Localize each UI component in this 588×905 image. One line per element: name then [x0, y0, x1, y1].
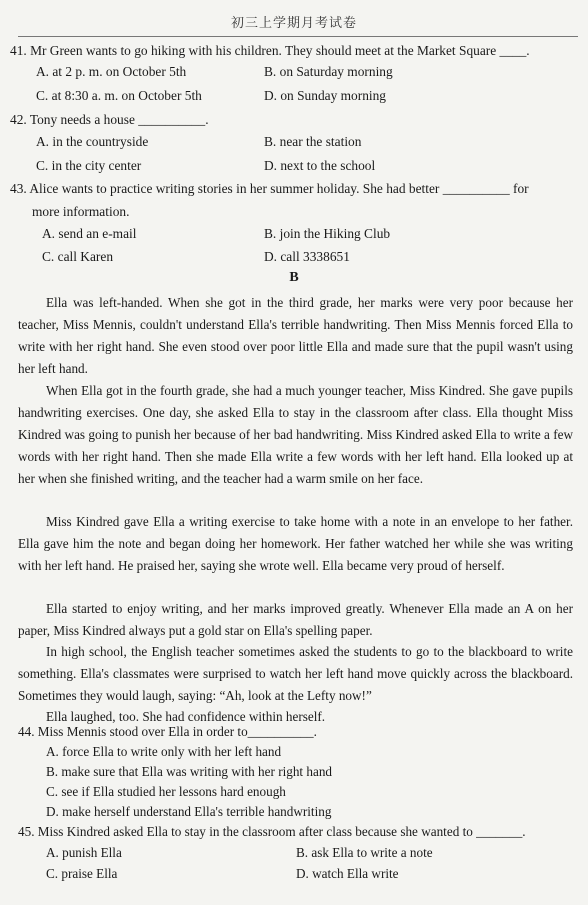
question-41-option-c[interactable]: C. at 8:30 a. m. on October 5th — [36, 88, 202, 103]
passage-paragraph-6: Ella laughed, too. She had confidence within herself. — [46, 709, 326, 724]
question-45-option-a[interactable]: A. punish Ella — [46, 845, 122, 860]
question-42-option-c[interactable]: C. in the city center — [36, 158, 142, 173]
question-45-option-c[interactable]: C. praise Ella — [46, 866, 118, 881]
question-43-stem-line2: more information. — [32, 204, 130, 219]
question-43-option-c[interactable]: C. call Karen — [42, 249, 114, 264]
question-41-option-d[interactable]: D. on Sunday morning — [264, 88, 386, 103]
question-45-option-b[interactable]: B. ask Ella to write a note — [296, 845, 433, 860]
question-42-option-a[interactable]: A. in the countryside — [36, 134, 149, 149]
question-42-option-b[interactable]: B. near the station — [264, 134, 362, 149]
passage-paragraph-4: Ella started to enjoy writing, and her marks improved greatly. Whenever Ella made an A on her paper, Miss Kindred always put a gold star on Ella's spelling paper. — [18, 601, 573, 638]
question-43-option-a[interactable]: A. send an e-mail — [42, 226, 137, 241]
question-44-option-d[interactable]: D. make herself understand Ella's terrible handwriting — [46, 804, 332, 819]
question-41-stem: 41. Mr Green wants to go hiking with his children. They should meet at the Market Square ____. — [10, 43, 530, 58]
question-42-option-d[interactable]: D. next to the school — [264, 158, 376, 173]
passage-paragraph-3: Miss Kindred gave Ella a writing exercise to take home with a note in an envelope to her father. Ella gave him the note and began doing her homework. Her father watched her while she was writing with her left hand. He praised her, saying she wrote well. Ella became very proud of herself. — [18, 514, 573, 573]
question-44-option-a[interactable]: A. force Ella to write only with her left hand — [46, 744, 282, 759]
question-43-stem-line1: 43. Alice wants to practice writing stories in her summer holiday. She had better __________ for — [10, 181, 529, 196]
question-41-option-b[interactable]: B. on Saturday morning — [264, 64, 393, 79]
question-45-option-d[interactable]: D. watch Ella write — [296, 866, 399, 881]
section-b-heading: B — [289, 270, 299, 285]
passage-paragraph-5: In high school, the English teacher sometimes asked the students to go to the blackboard to write something. Ella's classmates were surprised to watch her left hand move quickly across the blackboard. Sometimes they would laugh, saying: “Ah, look at the Lefty now!” — [18, 644, 573, 703]
question-43-option-d[interactable]: D. call 3338651 — [264, 249, 350, 264]
question-45-stem: 45. Miss Kindred asked Ella to stay in the classroom after class because she wanted to _______. — [18, 824, 526, 839]
question-44-stem: 44. Miss Mennis stood over Ella in order to__________. — [18, 724, 317, 739]
question-42-stem: 42. Tony needs a house __________. — [10, 112, 209, 127]
question-43-option-b[interactable]: B. join the Hiking Club — [264, 226, 391, 241]
header-rule — [18, 36, 578, 37]
question-41-option-a[interactable]: A. at 2 p. m. on October 5th — [36, 64, 187, 79]
passage-paragraph-2: When Ella got in the fourth grade, she had a much younger teacher, Miss Kindred. She gave pupils handwriting exercises. One day, she asked Ella to stay in the classroom after class. Ella thought Miss Kindred was going to punish her because of her bad handwriting. Miss Kindred asked Ella to write a few words with her right hand. Then she made Ella write a few words with her left hand. Ella looked up at her when she finished writing, and the teacher had a warm smile on her face. — [18, 383, 573, 486]
page-header: 初三上学期月考试卷 — [230, 16, 357, 31]
question-44-option-c[interactable]: C. see if Ella studied her lessons hard enough — [46, 784, 286, 799]
passage-paragraph-1: Ella was left-handed. When she got in the third grade, her marks were very poor because her teacher, Miss Mennis, couldn't understand Ella's terrible handwriting. Then Miss Mennis forced Ella to write with her right hand. She even stood over poor little Ella and made sure that the pupil wasn't using her left hand. — [18, 295, 573, 376]
question-44-option-b[interactable]: B. make sure that Ella was writing with her right hand — [46, 764, 333, 779]
